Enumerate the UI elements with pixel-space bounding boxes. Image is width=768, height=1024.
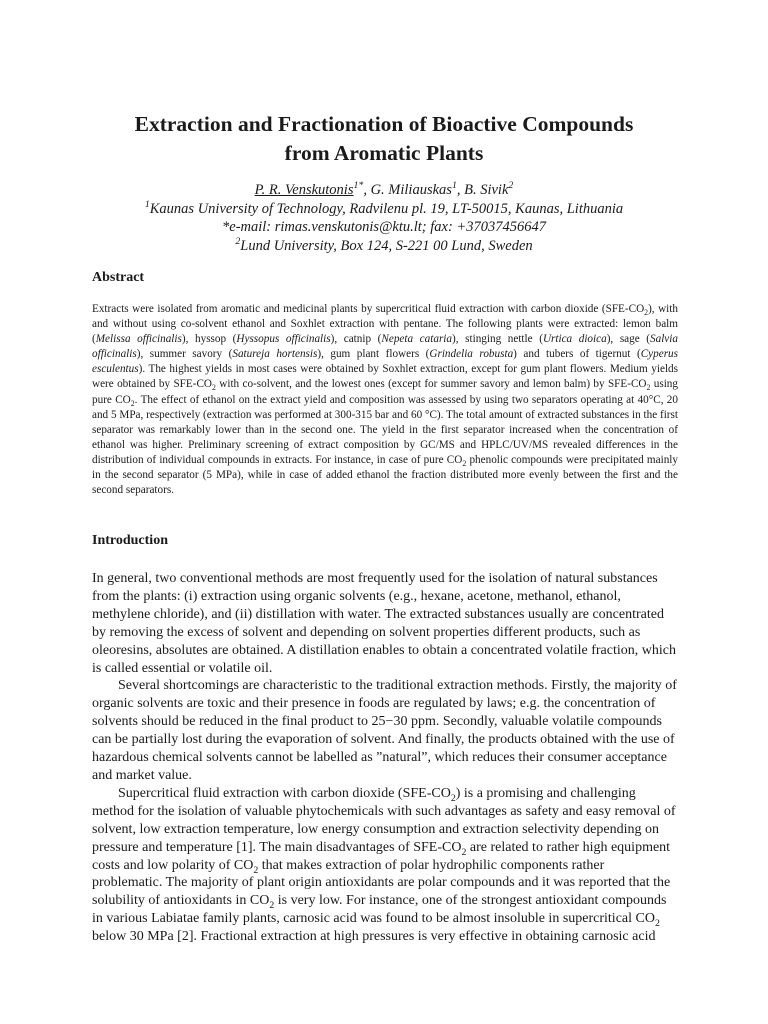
author-1-affil: 1* (353, 180, 364, 192)
intro-paragraph-2: Several shortcomings are characteristic to the traditional extraction methods. Firstly, the majority of organic solvents are toxic and their presence in foods are regulated by laws; e.g. the concentration of solvents should be reduced in the final product to 25−30 ppm. Secondly, valuable volatile compounds can be partially lost during the evaporation of solvent. And finally, the products obtained with the use of hazardous chemical solvents cannot be labelled as ”natural”, which reduces their consumer acceptance and market value. (92, 678, 677, 783)
title-line-1: Extraction and Fractionation of Bioactive Compounds (134, 112, 634, 136)
intro-paragraph-1: In general, two conventional methods are most frequently used for the isolation of natural substances from the plants: (i) extraction using organic solvents (e.g., hexane, acetone, methanol, ethanol, methylene chloride), and (ii) distillation with water. The extracted substances usually are concentrated by removing the excess of solvent and depending on solvent properties different products, such as oleoresins, absolutes are obtained. A distillation enables to obtain a concentrated volatile fraction, which is called essential or volatile oil. (92, 571, 676, 676)
abstract-heading: Abstract (92, 270, 145, 285)
affiliation-2-text: Lund University, Box 124, S-221 00 Lund, Sweden (240, 237, 533, 254)
title-line-2: from Aromatic Plants (284, 141, 484, 165)
affiliation-1-marker: 1 (144, 198, 150, 210)
author-3-affil: 2 (508, 180, 514, 192)
author-2: G. Miliauskas (370, 182, 452, 198)
contact-email: *e-mail: rimas.venskutonis@ktu.lt; fax: +37037456647 (222, 219, 546, 235)
affiliation-2-marker: 2 (235, 235, 241, 247)
abstract-body: Extracts were isolated from aromatic and medicinal plants by supercritical fluid extraction with carbon dioxide $(SFE-CO_2)$, with and without using co-solvent ethanol and Soxhlet extraction with pentane. The following plants were extracted: lemon balm (Melissa officinalis), hyssop (Hyssopus officinalis), catnip (Nepeta cataria), stinging nettle (Urtica dioica), sage (Salvia officinalis), summer savory (Satureja hortensis), gum plant flowers (Grindelia robusta) and tubers of tigernut (Cyperus esculentus). The highest yields in most cases were obtained by Soxhlet extraction, except for gum plant flowers. Medium yields were obtained by SFE-$CO_2$ with co-solvent, and the lowest ones (except for summer savory and lemon balm) by SFE-$CO_2$ using pure $CO_2$. The effect of ethanol on the extract yield and composition was assessed by using two separators operating at 40°C, 20 and 5 MPa, respectively (extraction was performed at 300-315 bar and 60 °C). The total amount of extracted substances in the first separator was remarkably lower than in the second one. The yield in the first separator increased when the concentration of ethanol was higher. Preliminary screening of extract composition by GC/MS and HPLC/UV/MS revealed differences in the distribution of individual compounds in extracts. For instance, in case of pure $CO_2$ phenolic compounds were precipitated mainly in the second separator (5 MPa), while in case of added ethanol the fraction distributed more evenly between the first and the second separators. (92, 303, 678, 497)
author-2-affil: 1 (451, 180, 457, 192)
author-separator: , (363, 182, 371, 198)
author-block (80, 181, 688, 255)
author-1: P. R. Venskutonis (254, 182, 354, 198)
introduction-body (92, 570, 678, 946)
author-list (80, 181, 688, 200)
author-3: B. Sivik (464, 182, 509, 198)
affiliation-1-text: Kaunas University of Technology, Radvilenu pl. 19, LT-50015, Kaunas, Lithuania (149, 200, 624, 217)
affiliation-1 (80, 200, 688, 219)
affiliation-2 (80, 237, 688, 256)
introduction-heading: Introduction (92, 533, 168, 548)
intro-paragraph-3: Supercritical fluid extraction with carbon dioxide $(SFE-CO_2)$ is a promising and challenging method for the isolation of valuable phytochemicals with such advantages as safety and easy removal of solvent, low extraction temperature, low energy consumption and extraction selectivity depending on pressure and temperature [1]. The main disadvantages of SFE-$CO_2$ are related to rather high equipment costs and low polarity of $CO_2$ that makes extraction of polar hydrophilic components rather problematic. The majority of plant origin antioxidants are polar compounds and it was reported that the solubility of antioxidants in $CO_2$ is very low. For instance, one of the strongest antioxidant compounds in various Labiatae family plants, carnosic acid was found to be almost insoluble in supercritical $CO_2$ below 30 MPa [2]. Fractional extraction at high pressures is very effective in obtaining carnosic acid (92, 785, 676, 945)
author-separator: , (456, 182, 465, 198)
paper-title (80, 110, 688, 168)
